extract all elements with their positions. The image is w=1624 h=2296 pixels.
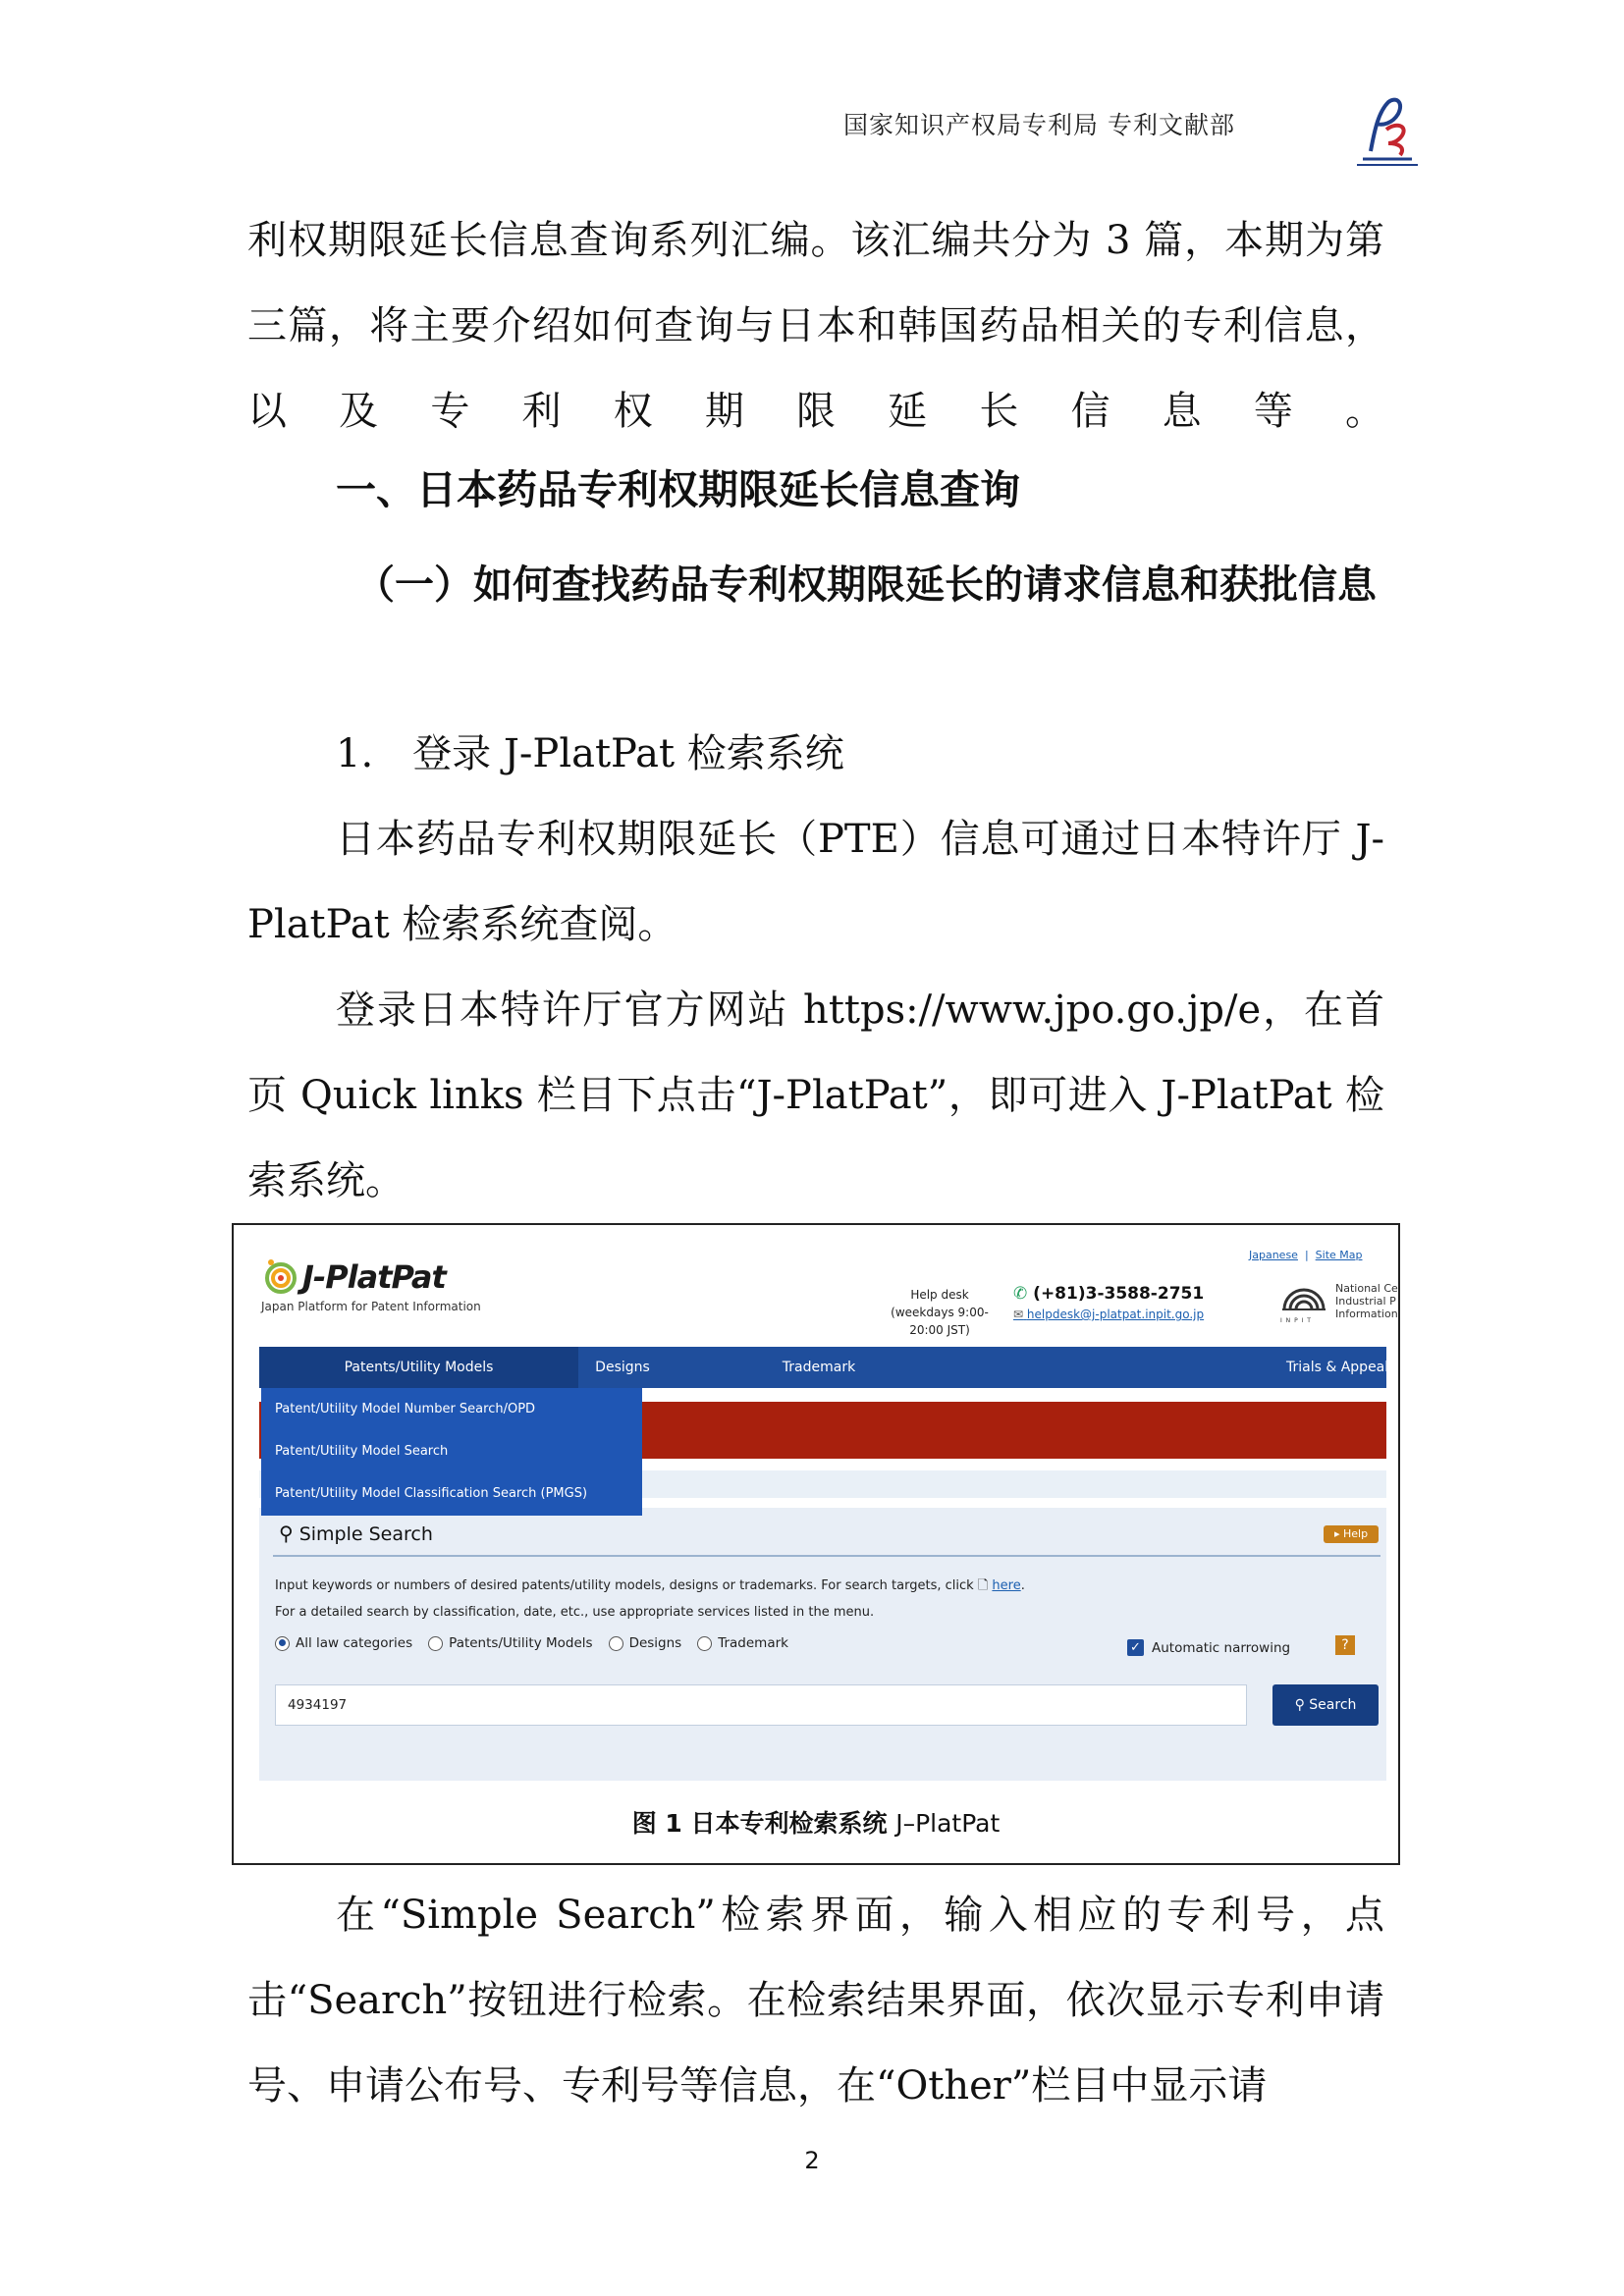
search-input[interactable]: 4934197 (275, 1684, 1247, 1726)
link-sitemap[interactable]: Site Map (1315, 1249, 1363, 1261)
caption-prefix: 图 1 日本专利检索系统 (631, 1809, 896, 1838)
search-button-label: Search (1309, 1697, 1357, 1713)
automatic-narrowing-label: Automatic narrowing (1152, 1639, 1291, 1656)
helpdesk-label: Help desk (910, 1288, 969, 1302)
desc-text-1: Input keywords or numbers of desired patents/utility models, designs or trademarks. For search targets, click (275, 1578, 974, 1593)
here-link[interactable]: here (992, 1578, 1021, 1593)
helpdesk-phone (1013, 1284, 1204, 1304)
search-icon: ⚲ (1294, 1697, 1305, 1713)
radio-patents[interactable] (428, 1635, 592, 1651)
inpit-mark: I N P I T (1280, 1317, 1312, 1324)
mail-icon: ✉ (1013, 1308, 1024, 1321)
paragraph-search: 在“Simple Search”检索界面，输入相应的专利号，点击“Search”按钮进行检索。在检索结果界面，依次显示专利申请号、申请公布号、专利号等信息，在“Other”栏目中显示请 (247, 1893, 1384, 2109)
radio-designs-label: Designs (628, 1635, 682, 1651)
dropdown-classification-search[interactable]: Patent/Utility Model Classification Search (PMGS) (275, 1486, 588, 1501)
radio-trademark[interactable] (697, 1635, 788, 1651)
phone-icon: ✆ (1013, 1284, 1028, 1304)
paragraph-intro (247, 198, 1384, 454)
email-address[interactable]: helpdesk@j-platpat.inpit.go.jp (1026, 1308, 1205, 1321)
checkmark-icon: ✓ (1127, 1639, 1144, 1656)
nav-trademark[interactable]: Trademark (782, 1360, 856, 1375)
nav-designs[interactable]: Designs (595, 1360, 650, 1375)
inpit-line-2: Industrial P (1335, 1295, 1396, 1308)
jplatpat-subtitle: Japan Platform for Patent Information (261, 1300, 481, 1313)
nav-patents[interactable]: Patents/Utility Models (259, 1347, 578, 1388)
caption-name: J–PlatPat (895, 1809, 1001, 1838)
help-label: Help (1342, 1527, 1369, 1540)
inpit-logo (1278, 1280, 1398, 1329)
radio-off-icon (609, 1636, 623, 1651)
inpit-line-1: National Ce (1335, 1282, 1398, 1295)
radio-trademark-label: Trademark (718, 1635, 788, 1651)
figure-caption (234, 1804, 1398, 1840)
paragraph-pte: 日本药品专利权期限延长（PTE）信息可通过日本特许厅 J-PlatPat 检索系统查阅。 (247, 817, 1384, 947)
inpit-line-3: Information (1335, 1308, 1398, 1320)
step-heading: 1. 登录 J-PlatPat 检索系统 (336, 731, 844, 776)
jplatpat-wordmark: J-PlatPat (302, 1258, 446, 1296)
main-nav (259, 1347, 1396, 1388)
radio-on-icon (275, 1636, 290, 1651)
dropdown-number-search[interactable]: Patent/Utility Model Number Search/OPD (275, 1402, 536, 1416)
question-icon[interactable]: ? (1335, 1635, 1355, 1655)
radio-off-icon (697, 1636, 712, 1651)
helpdesk-info (876, 1286, 1003, 1339)
law-category-radios (275, 1635, 796, 1651)
desc-line-2: For a detailed search by classification, date, etc., use appropriate services listed in the menu. (275, 1605, 875, 1620)
simple-search-label: Simple Search (298, 1523, 433, 1545)
nav-trials[interactable]: Trials & Appeals (1286, 1360, 1396, 1375)
document-icon: 🗋 (977, 1578, 989, 1593)
radio-all[interactable] (275, 1635, 412, 1651)
help-button[interactable]: ▸ Help (1324, 1525, 1379, 1543)
phone-number: (+81)3-3588-2751 (1033, 1284, 1205, 1304)
search-button[interactable] (1272, 1684, 1379, 1726)
section-heading: 一、日本药品专利权期限延长信息查询 (336, 466, 1020, 513)
screenshot-jplatpat (247, 1239, 1398, 1790)
inpit-arch-icon (1278, 1280, 1329, 1319)
paragraph-login: 登录日本特许厅官方网站 https://www.jpo.go.jp/e，在首页 Quick links 栏目下点击“J-PlatPat”，即可进入 J-PlatPat 检索系统。 (247, 988, 1384, 1203)
top-links: Japanese | Site Map (1249, 1249, 1363, 1261)
search-description (275, 1573, 1025, 1626)
radio-patents-label: Patents/Utility Models (449, 1635, 593, 1651)
desc-line-1: Input keywords or numbers of desired patents/utility models, designs or trademarks. For search targets, click 🗋 here. (275, 1578, 1025, 1593)
title-divider (273, 1555, 1380, 1557)
subsection-heading: （一）如何查找药品专利权期限延长的请求信息和获批信息 (355, 561, 1377, 608)
search-icon: ⚲ (279, 1522, 294, 1545)
header-org: 国家知识产权局专利局 专利文献部 (843, 111, 1235, 139)
link-japanese[interactable]: Japanese (1249, 1249, 1298, 1261)
helpdesk-hours: (weekdays 9:00-20:00 JST) (891, 1306, 989, 1337)
jplatpat-swirl-icon (261, 1256, 300, 1296)
patents-dropdown (261, 1388, 642, 1516)
radio-off-icon (428, 1636, 443, 1651)
radio-designs[interactable] (609, 1635, 682, 1651)
helpdesk-email[interactable] (1013, 1308, 1204, 1321)
simple-search-title (279, 1522, 433, 1545)
page-number: 2 (804, 2147, 820, 2174)
radio-all-label: All law categories (296, 1635, 413, 1651)
org-logo-icon (1353, 90, 1422, 169)
dropdown-patent-search[interactable]: Patent/Utility Model Search (275, 1444, 449, 1459)
simple-search-panel (259, 1508, 1386, 1781)
automatic-narrowing-checkbox[interactable] (1127, 1639, 1290, 1656)
inpit-text (1335, 1282, 1398, 1320)
paragraph-intro-text: 利权期限延长信息查询系列汇编。该汇编共分为 3 篇，本期为第三篇，将主要介绍如何查询与日本和韩国药品相关的专利信息，以及专利权期限延长信息等。 (247, 218, 1384, 434)
figure-jplatpat (232, 1223, 1400, 1865)
